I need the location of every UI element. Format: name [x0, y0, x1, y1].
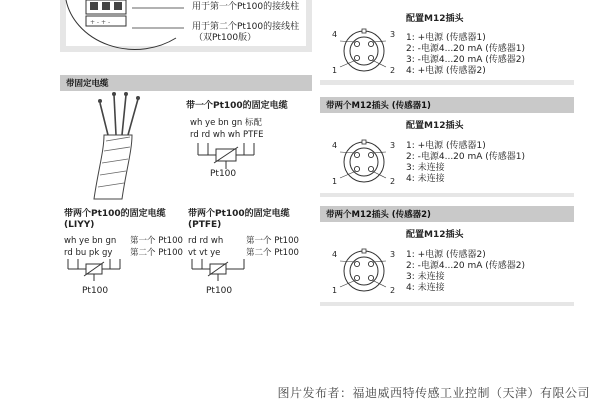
m12-sensor2-title: 配置M12插头: [406, 230, 464, 240]
m12-sensor1-header-label: 带两个M12插头 (传感器1): [326, 101, 431, 111]
m12-top-pin2: 2: -电源4...20 mA (传感器1): [406, 44, 526, 54]
connector-pin-2: [368, 275, 373, 280]
fixed-cable-inner: [60, 91, 312, 305]
m12-top-inner: [320, 0, 574, 80]
connector-pin-label-4: 4: [332, 141, 338, 150]
connector-pin-2: [368, 55, 373, 60]
single-pt100-label: Pt100: [210, 169, 237, 179]
ptfe-schematic: [190, 259, 256, 289]
m12-sensor1-header: [320, 97, 574, 113]
terminal-panel: [60, 0, 312, 52]
m12-sensor2-pin3: 3: 未连接: [406, 272, 445, 282]
connector-pin-label-4: 4: [332, 250, 338, 259]
connector-pin-label-3: 3: [390, 30, 396, 39]
liyy-row1-colors: wh ye bn gn: [64, 236, 117, 246]
m12-top-panel: [320, 0, 574, 85]
liyy-title-2: (LIYY): [64, 220, 95, 230]
connector-pin-1: [354, 166, 359, 171]
connector-pin-label-2: 2: [390, 177, 396, 186]
terminal-label-3: （双Pt100版）: [194, 33, 257, 43]
connector-pin-1: [354, 275, 359, 280]
connector-pin-label-2: 2: [390, 66, 396, 75]
single-colors-top: wh ye bn gn 标配: [190, 118, 262, 128]
ptfe-title-2: (PTFE): [188, 220, 222, 230]
fixed-cable-header: [60, 75, 312, 91]
ptfe-row1-label: 第一个 Pt100: [246, 236, 299, 246]
m12-sensor1-pin3: 3: 未连接: [406, 163, 445, 173]
m12-sensor2-header-label: 带两个M12插头 (传感器2): [326, 210, 431, 220]
liyy-row1-label: 第一个 Pt100: [130, 236, 183, 246]
terminal-block-drawing: [66, 0, 196, 46]
connector-key: [362, 140, 366, 144]
liyy-pt100-label: Pt100: [82, 286, 109, 296]
connector-pin-label-2: 2: [390, 286, 396, 295]
single-colors-bottom: rd rd wh wh PTFE: [190, 130, 264, 140]
m12-top-connector: [324, 26, 404, 76]
liyy-row2-label: 第二个 Pt100: [130, 248, 183, 258]
m12-top-pin4: 4: +电源 (传感器2): [406, 66, 486, 76]
m12-top-pin3: 3: -电源4...20 mA (传感器2): [406, 55, 526, 65]
connector-pin-label-3: 3: [390, 250, 396, 259]
publisher-footer: 图片发布者：福迪威西特传感工业控制（天津）有限公司: [277, 386, 590, 400]
liyy-schematic: [66, 259, 132, 289]
connector-pin-label-3: 3: [390, 141, 396, 150]
connector-pin-label-1: 1: [332, 286, 338, 295]
m12-sensor1-pin2: 2: -电源4...20 mA (传感器1): [406, 152, 526, 162]
m12-top-title: 配置M12插头: [406, 14, 464, 24]
m12-sensor1-connector: [324, 137, 404, 187]
connector-pin-label-1: 1: [332, 177, 338, 186]
fixed-cable-header-label: 带固定电缆: [66, 79, 109, 89]
ptfe-row1-colors: rd rd wh: [188, 236, 224, 246]
m12-sensor2-pin2: 2: -电源4...20 mA (传感器2): [406, 261, 526, 271]
m12-sensor1-pin4: 4: 未连接: [406, 174, 445, 184]
m12-sensor1-panel: [320, 97, 574, 197]
connector-pin-2: [368, 166, 373, 171]
m12-sensor2-header: [320, 206, 574, 222]
terminal-inner: [66, 0, 306, 46]
ptfe-title-1: 带两个Pt100的固定电缆: [188, 209, 290, 219]
m12-top-pin1: 1: +电源 (传感器1): [406, 33, 486, 43]
ptfe-row2-colors: vt vt ye: [188, 248, 221, 258]
m12-sensor1-inner: [320, 113, 574, 193]
m12-sensor2-pin1: 1: +电源 (传感器2): [406, 250, 486, 260]
terminal-label-1: 用于第一个Pt100的接线柱: [192, 2, 300, 12]
m12-sensor2-inner: [320, 222, 574, 302]
connector-pin-label-1: 1: [332, 66, 338, 75]
m12-sensor1-pin1: 1: +电源 (传感器1): [406, 141, 486, 151]
m12-sensor2-connector: [324, 246, 404, 296]
m12-sensor1-title: 配置M12插头: [406, 121, 464, 131]
m12-sensor2-pin4: 4: 未连接: [406, 283, 445, 293]
ptfe-pt100-label: Pt100: [206, 286, 233, 296]
connector-key: [362, 29, 366, 33]
m12-sensor2-panel: [320, 206, 574, 306]
svg-text:+ - + -: + - + -: [90, 19, 111, 26]
ptfe-row2-label: 第二个 Pt100: [246, 248, 299, 258]
terminal-label-2: 用于第二个Pt100的接线柱: [192, 22, 300, 32]
liyy-row2-colors: rd bu pk gy: [64, 248, 113, 258]
connector-pin-label-4: 4: [332, 30, 338, 39]
single-pt100-title: 带一个Pt100的固定电缆: [186, 101, 288, 111]
connector-pin-1: [354, 55, 359, 60]
connector-key: [362, 249, 366, 253]
cable-drawing: [70, 91, 150, 201]
liyy-title-1: 带两个Pt100的固定电缆: [64, 209, 166, 219]
fixed-cable-panel: [60, 75, 312, 305]
